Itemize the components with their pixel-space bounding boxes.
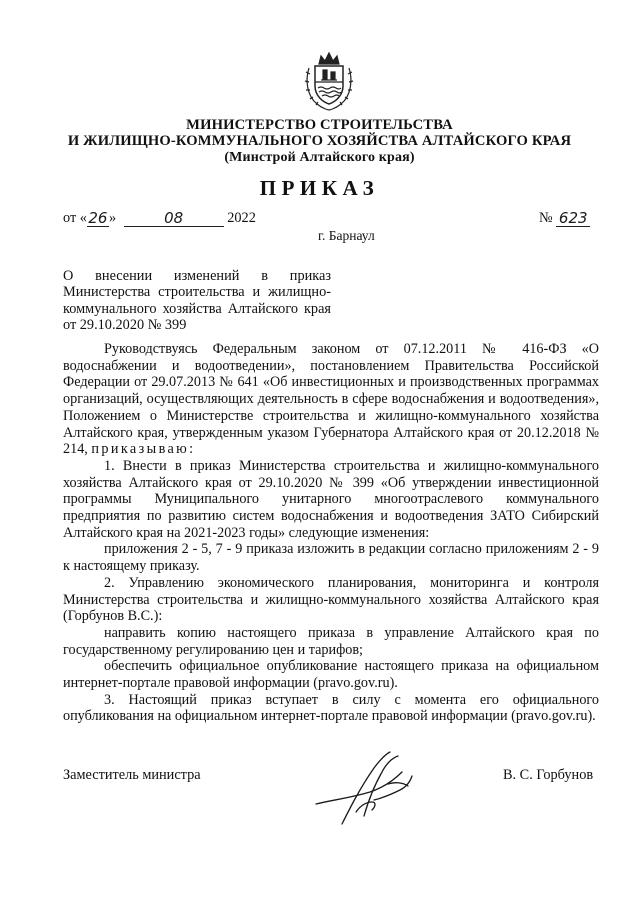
signatory-name: В. С. Горбунов (503, 767, 594, 783)
order-body (63, 341, 599, 725)
order-subject: О внесении изменений в приказ Министерства строительства и жилищно-коммунального хозяйства Алтайского края от 29.10.2020 № 399 (63, 268, 331, 334)
order-word: приказываю: (91, 441, 196, 458)
order-number: 623 (556, 210, 590, 227)
ministry-short-name: (Минстрой Алтайского края) (224, 150, 415, 165)
order-date (63, 209, 256, 229)
item-3-paragraph: 3. Настоящий приказ вступает в силу с момента его официального опубликования на официальном интернет-портале правовой информации (pravo.gov.ru). (63, 691, 599, 725)
item-1-paragraph: 1. Внести в приказ Министерства строительства и жилищно-коммунального хозяйства Алтайского края от 29.10.2020 № 399 «Об утверждении инвестиционной программы Муниципального унитарного многоотраслевого коммунального предприятия по развитию систем водоснабжения и водоотведения ЗАТО Сибирский Алтайского края на 2021-2023 годы» следующие изменения: (63, 457, 599, 541)
date-prefix: от « (63, 210, 87, 226)
item-2-bullet-1: направить копию настоящего приказа в управление Алтайского края по государственному регулированию цен и тарифов; (63, 624, 599, 658)
item-2-paragraph: 2. Управлению экономического планирования, мониторинга и контроля Министерства строительства и жилищно-коммунального хозяйства Алтайского края (Горбунов В.С.): (63, 574, 599, 625)
document-type-title: ПРИКАЗ (259, 176, 380, 200)
date-day-suffix: » (108, 210, 117, 226)
order-month: 08 (124, 210, 224, 227)
order-day: 26 (88, 209, 108, 228)
item-2-bullet-2: обеспечить официальное опубликование настоящего приказа на официальном интернет-портале правовой информации (pravo.gov.ru). (63, 658, 599, 692)
ministry-name-line1: МИНИСТЕРСТВО СТРОИТЕЛЬСТВА (186, 117, 453, 133)
order-number-block (539, 209, 590, 227)
order-number-label: № (539, 210, 553, 226)
signatory-role: Заместитель министра (63, 767, 201, 783)
item-1-subparagraph: приложения 2 - 5, 7 - 9 приказа изложить в редакции согласно приложениям 2 - 9 к настоящему приказу. (63, 541, 599, 575)
preamble-paragraph (63, 341, 599, 458)
order-year: 2022 (227, 210, 256, 226)
coat-of-arms-icon (301, 46, 357, 114)
city: г. Барнаул (318, 228, 375, 243)
preamble-text: Руководствуясь Федеральным законом от 07.12.2011 № 416-ФЗ «О водоснабжении и водоотведении», постановлением Правительства Российской Федерации от 29.07.2013 № 641 «Об инвестиционных и производственных программах организаций, осуществляющих деятельность в сфере водоснабжения и водоотведения», Положением о Министерстве строительства и жилищно-коммунального хозяйства Алтайского края, утвержденным указом Губернатора Алтайского края от 20.12.2018 № 214, (63, 341, 599, 458)
handwritten-signature (312, 742, 422, 828)
ministry-name-line2: И ЖИЛИЩНО-КОММУНАЛЬНОГО ХОЗЯЙСТВА АЛТАЙСКОГО КРАЯ (67, 133, 572, 149)
